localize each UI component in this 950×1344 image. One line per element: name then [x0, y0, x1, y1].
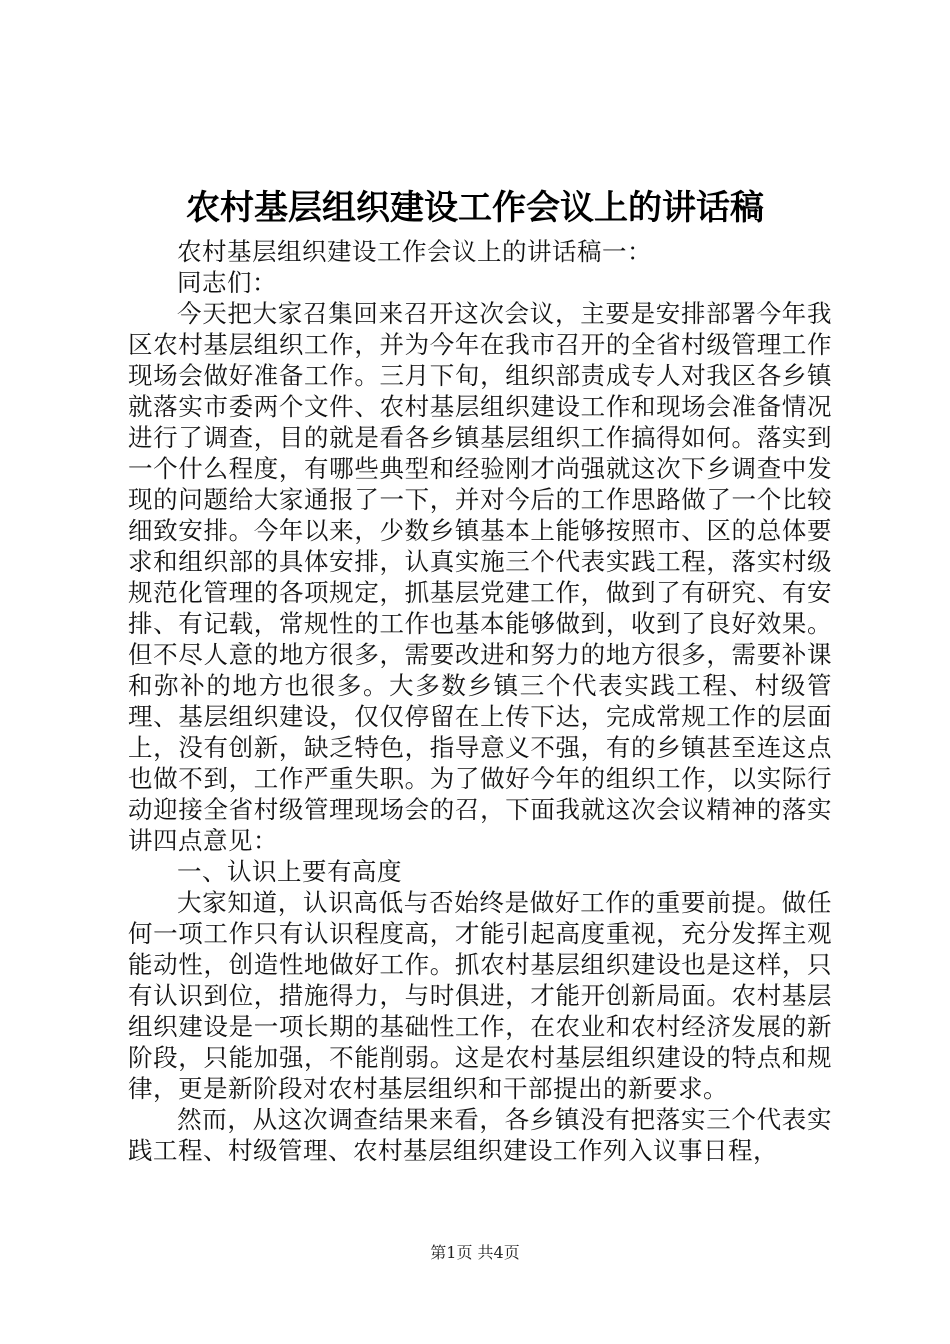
document-title: 农村基层组织建设工作会议上的讲话稿: [186, 188, 764, 228]
page-footer: 第1页 共4页: [430, 1243, 520, 1262]
document-body: [128, 236, 832, 1166]
paragraph-intro: 今天把大家召集回来召开这次会议，主要是安排部署今年我区农村基层组织工作，并为今年在我市召开的全省村级管理工作现场会做好准备工作。三月下旬，组织部责成专人对我区各乡镇就落实市委两个文件、农村基层组织建设工作和现场会准备情况进行了调查，目的就是看各乡镇基层组织工作搞得如何。落实到一个什么程度，有哪些典型和经验刚才尚强就这次下乡调查中发现的问题给大家通报了一下，并对今后的工作思路做了一个比较细致安排。今年以来，少数乡镇基本上能够按照市、区的总体要求和组织部的具体安排，认真实施三个代表实践工程，落实村级规范化管理的各项规定，抓基层党建工作，做到了有研究、有安排、有记载，常规性的工作也基本能够做到，收到了良好效果。但不尽人意的地方很多，需要改进和努力的地方很多，需要补课和弥补的地方也很多。大多数乡镇三个代表实践工程、村级管理、基层组织建设，仅仅停留在上传下达，完成常规工作的层面上，没有创新，缺乏特色，指导意义不强，有的乡镇甚至连这点也做不到，工作严重失职。为了做好今年的组织工作，以实际行动迎接全省村级管理现场会的召，下面我就这次会议精神的落实讲四点意见：: [128, 299, 832, 855]
paragraph-section-1: 大家知道，认识高低与否始终是做好工作的重要前提。做任何一项工作只有认识程度高，才能引起高度重视，充分发挥主观能动性，创造性地做好工作。抓农村基层组织建设也是这样，只有认识到位，措施得力，与时俱进，才能开创新局面。农村基层组织建设是一项长期的基础性工作，在农业和农村经济发展的新阶段，只能加强，不能削弱。这是农村基层组织建设的特点和规律，更是新阶段对农村基层组织和干部提出的新要求。: [128, 888, 832, 1103]
section-heading-1: 一、认识上要有高度: [177, 857, 402, 886]
paragraph-section-1-continued: 然而，从这次调查结果来看，各乡镇没有把落实三个代表实践工程、村级管理、农村基层组织建设工作列入议事日程，: [128, 1105, 832, 1165]
paragraph-heading-line: 农村基层组织建设工作会议上的讲话稿一：: [177, 237, 652, 266]
paragraph-salutation: 同志们：: [177, 268, 277, 297]
